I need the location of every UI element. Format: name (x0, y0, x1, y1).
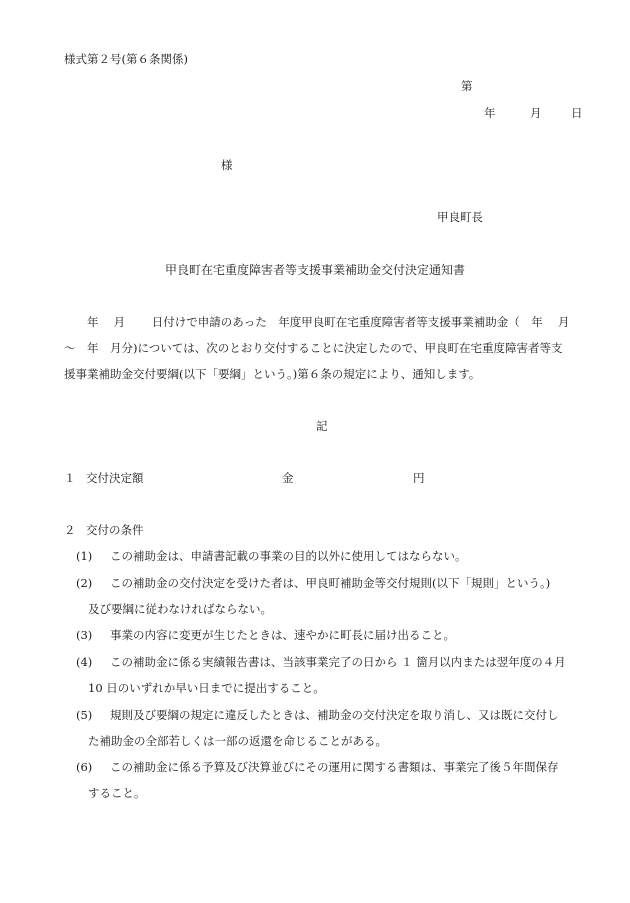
condition-6-line-1: (6) この補助金に係る予算及び決算並びにその運用に関する書類は、事業完了後５年間保存 (76, 760, 559, 774)
item1-number: １ (64, 471, 76, 485)
item1-kin: 金 (282, 471, 294, 485)
recipient-suffix: 様 (221, 158, 233, 172)
date-month: 月 (530, 106, 542, 120)
item2-number: ２ (64, 523, 76, 537)
condition-4-line-1: (4) この補助金に係る実績報告書は、当該事業完了の日から １ 箇月以内または翌年度の４月 (76, 655, 566, 669)
document-number-prefix: 第 (461, 79, 473, 93)
document-title: 甲良町在宅重度障害者等支援事業補助金交付決定通知書 (164, 263, 465, 277)
item2-label: 交付の条件 (86, 523, 144, 537)
condition-2-number: (2) (76, 576, 93, 590)
condition-2-line-2: 及び要綱に従わなければならない。 (88, 602, 272, 616)
condition-3-number: (3) (76, 628, 93, 642)
condition-2-line-1: (2) この補助金の交付決定を受けた者は、甲良町補助金等交付規則(以下「規則」という。) (76, 576, 551, 590)
condition-6-number: (6) (76, 760, 93, 774)
condition-5-number: (5) (76, 708, 93, 722)
body-line-3: 援事業補助金交付要綱(以下「要綱」という。)第６条の規定により、通知します。 (64, 367, 481, 381)
condition-6-line-2: すること。 (88, 786, 146, 800)
condition-5-line-2: た補助金の全部若しくは一部の返還を命じることがある。 (88, 734, 387, 748)
issuer: 甲良町長 (437, 210, 483, 224)
date-year: 年 (484, 106, 496, 120)
body-line-2: ～ 年 月分)については、次のとおり交付することに決定したので、甲良町在宅重度障害者等支 (64, 341, 563, 355)
ki-heading: 記 (316, 419, 328, 433)
item1-label: 交付決定額 (86, 471, 144, 485)
condition-1-number: (1) (76, 549, 93, 563)
form-label: 様式第２号(第６条関係) (64, 52, 188, 66)
date-day: 日 (571, 106, 583, 120)
item1-yen: 円 (413, 471, 425, 485)
condition-5-line-1: (5) 規則及び要綱の規定に違反したときは、補助金の交付決定を取り消し、又は既に交付し (76, 708, 559, 722)
body-line-1: 年 月 日付けで申請のあった 年度甲良町在宅重度障害者等支援事業補助金（ 年 月 (64, 315, 570, 329)
condition-4-line-2: 10 日のいずれか早い日までに提出すること。 (88, 681, 325, 695)
condition-4-number: (4) (76, 655, 93, 669)
condition-3-line-1: (3) 事業の内容に変更が生じたときは、速やかに町長に届け出ること。 (76, 628, 455, 642)
condition-1-line-1: (1) この補助金は、申請書記載の事業の目的以外に使用してはならない。 (76, 549, 467, 563)
